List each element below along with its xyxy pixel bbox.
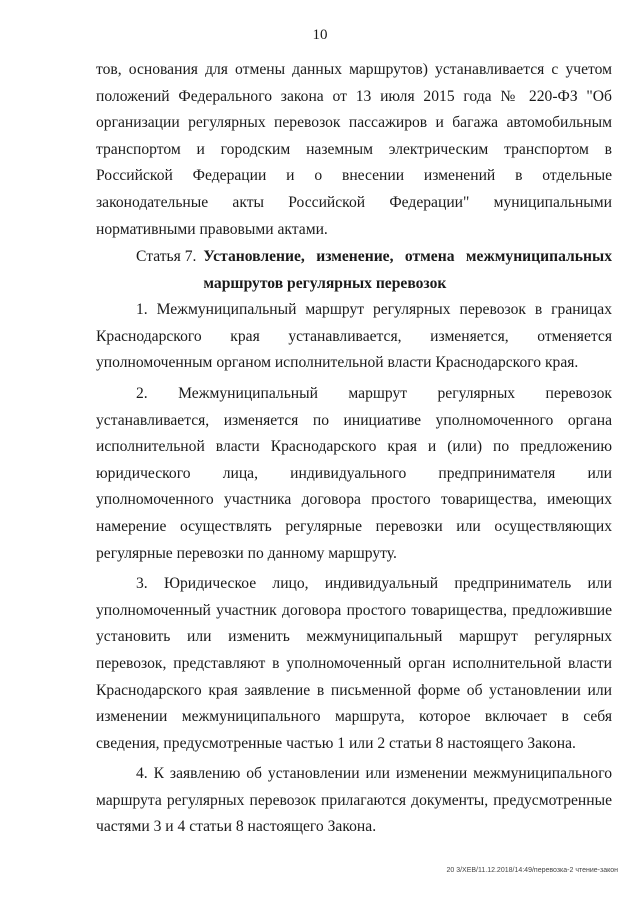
- page-number: 10: [312, 27, 328, 43]
- article-paragraph: 1. Межмуниципальный маршрут регулярных перевозок в границах Краснодарского края устанавливается, изменяется, отменяется уполномоченным органом исполнительной власти Краснодарского края.: [96, 301, 612, 372]
- footer-file-code: 20 3/ХЕВ/11.12.2018/14:49/перевозка-2 чтение-закон: [446, 867, 618, 874]
- article-heading: [96, 244, 612, 297]
- intro-paragraph: тов, основания для отмены данных маршрутов) устанавливается с учетом положений Федерального закона от 13 июля 2015 года № 220-ФЗ "Об организации регулярных перевозок пассажиров и багажа автомобильным транспортом и городским наземным электрическим транспортом в Российской Федерации и о внесении изменений в отдельные законодательные акты Российской Федерации" муниципальными нормативными правовыми актами.: [96, 61, 612, 238]
- article-paragraph: 2. Межмуниципальный маршрут регулярных перевозок устанавливается, изменяется по инициативе уполномоченного органа исполнительной власти Краснодарского края и (или) по предложению юридического лица, индивидуального предпринимателя или уполномоченного участника договора простого товарищества, имеющих намерение осуществлять регулярные перевозки или осуществляющих регулярные перевозки по данному маршруту.: [96, 384, 612, 562]
- article-title: Установление, изменение, отмена межмуниципальных маршрутов регулярных перевозок: [203, 248, 612, 292]
- intro-block: [96, 57, 612, 243]
- article-7: [96, 244, 612, 841]
- article-paragraph: 4. К заявлению об установлении или изменении межмуниципального маршрута регулярных перевозок прилагаются документы, предусмотренные частями 3 и 4 статьи 8 настоящего Закона.: [96, 765, 612, 836]
- article-body: [96, 297, 612, 841]
- article-paragraph: 3. Юридическое лицо, индивидуальный предприниматель или уполномоченный участник договора простого товарищества, предложившие установить или изменить межмуниципальный маршрут регулярных перевозок, представляют в уполномоченный орган исполнительной власти Краснодарского края заявление в письменной форме об установлении или изменении межмуниципального маршрута, которое включает в себя сведения, предусмотренные частью 1 или 2 статьи 8 настоящего Закона.: [96, 575, 612, 752]
- article-label: Статья 7.: [136, 248, 197, 265]
